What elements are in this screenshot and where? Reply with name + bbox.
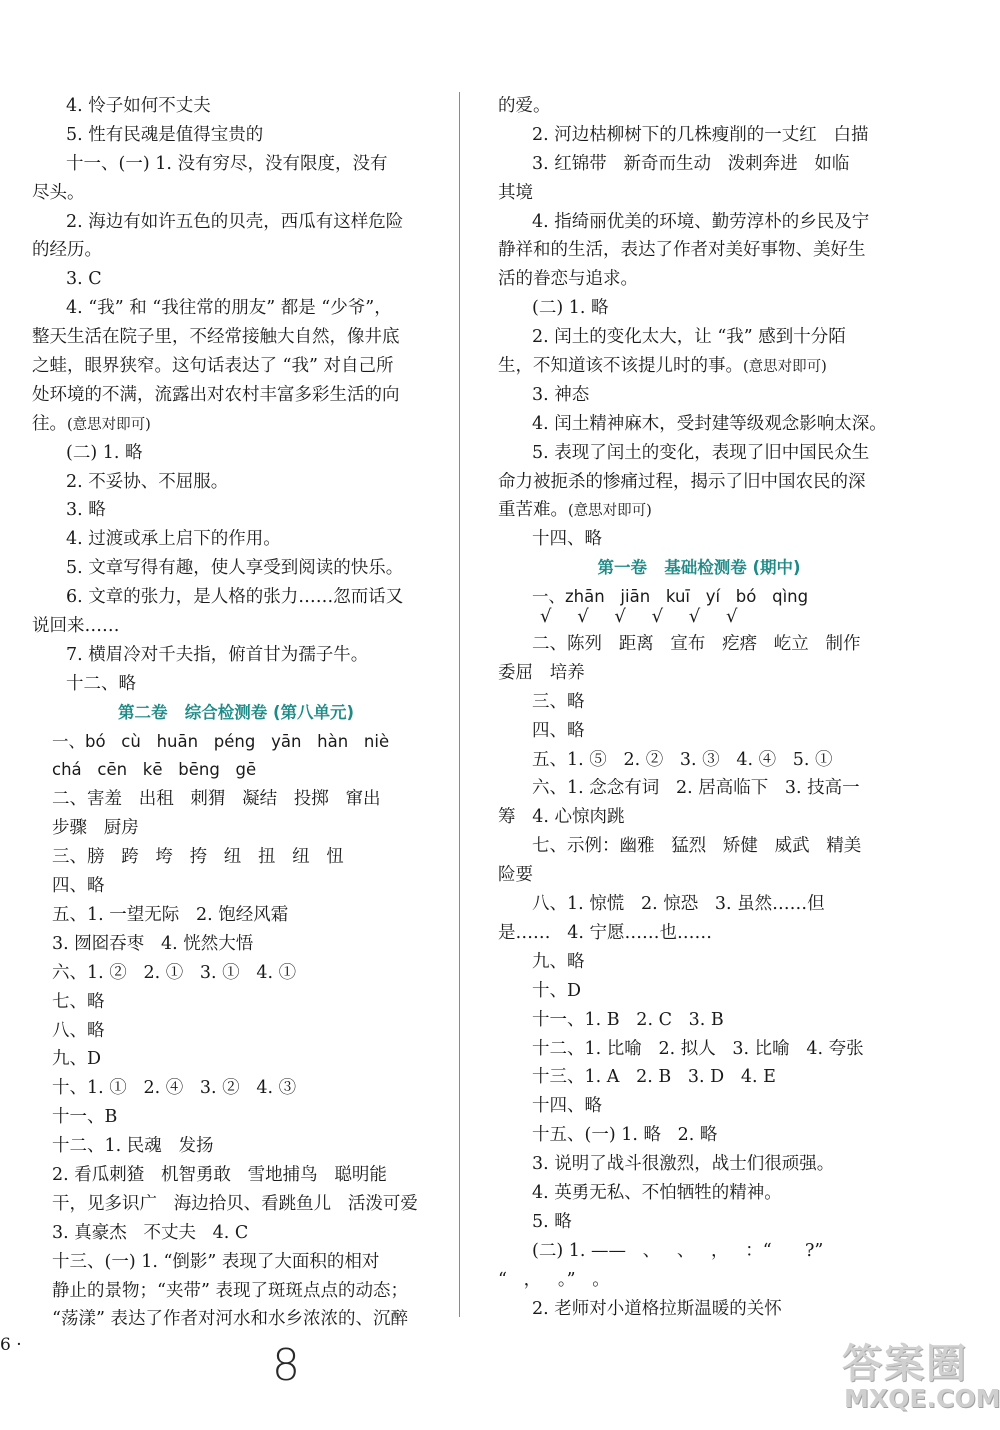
line-text: 3. 略 [66, 500, 106, 521]
line-text: 3. 红锦带 新奇而生动 泼刺奔进 如临 [532, 153, 850, 174]
line-text: 往。 [32, 413, 67, 434]
column-divider [459, 92, 460, 1317]
answer-line [32, 1248, 440, 1277]
page-number: 6 · [0, 1335, 22, 1355]
answer-line [498, 1266, 900, 1295]
line-text: 二、害羞 出租 刺猬 凝结 投掷 窜出 [52, 789, 381, 810]
line-text: 十二、1. 比喻 2. 拟人 3. 比喻 4. 夸张 [532, 1038, 864, 1059]
line-text: 十一、(一) 1. 没有穷尽，没有限度，没有 [66, 153, 388, 174]
answer-line [498, 381, 900, 410]
answer-line [498, 659, 900, 688]
line-text: 静祥和的生活，表达了作者对美好事物、美好生 [498, 240, 866, 261]
line-text: 4. 怜子如何不丈夫 [66, 96, 211, 116]
right-column [498, 92, 900, 1323]
answer-line [498, 236, 900, 265]
answer-line [498, 1092, 900, 1121]
line-text: 九、略 [532, 951, 585, 972]
line-text: 2. 河边枯柳树下的几株瘦削的一丈红 白描 [532, 124, 869, 145]
line-text: 5. 表现了闰土的变化，表现了旧中国民众生 [532, 442, 870, 463]
answer-line [32, 554, 440, 583]
line-text: 五、1. 一望无际 2. 饱经风霜 [52, 904, 289, 925]
section-heading [498, 554, 900, 583]
line-text: 其境 [498, 182, 533, 203]
answer-line [32, 1045, 440, 1074]
answer-line [498, 1063, 900, 1092]
answer-line [498, 525, 900, 554]
line-text: 5. 略 [532, 1211, 572, 1232]
line-text: (二) 1. 略 [66, 442, 143, 463]
line-text: 干，见多识广 海边拾贝、看跳鱼儿 活泼可爱 [52, 1193, 418, 1214]
line-text: (二) 1. —— 、 、 ， ：“ ?” [532, 1240, 824, 1261]
answer-line [32, 1132, 440, 1161]
line-text: 2. 老师对小道格拉斯温暖的关怀 [532, 1298, 782, 1319]
line-text: 3. C [66, 269, 102, 290]
answer-line [32, 930, 440, 959]
line-text: 活的眷恋与追求。 [498, 269, 638, 290]
answer-line [32, 901, 440, 930]
line-text: 五、1. ⑤ 2. ② 3. ③ 4. ④ 5. ① [532, 749, 833, 770]
answer-line [32, 352, 440, 381]
line-text: 处环境的不满，流露出对农村丰富多彩生活的向 [32, 384, 400, 405]
answer-line [32, 323, 440, 352]
answer-line [32, 1219, 440, 1248]
line-text: 一、bó cù huān péng yān hàn niè [52, 731, 390, 751]
answer-line [498, 179, 900, 208]
answer-line [498, 1208, 900, 1237]
answer-line [32, 468, 440, 497]
line-text: 3. 说明了战斗很激烈，战士们很顽强。 [532, 1154, 835, 1175]
line-text: 5. 性有民魂是值得宝贵的 [66, 124, 264, 145]
line-text: 十三、(一) 1. “倒影” 表现了大面积的相对 [52, 1251, 380, 1272]
line-text: 命力被扼杀的惨痛过程，揭示了旧中国农民的深 [498, 471, 866, 492]
line-text: 4. 英勇无私、不怕牺牲的精神。 [532, 1182, 782, 1203]
answer-line [498, 832, 900, 861]
line-text: 3. 真豪杰 不丈夫 4. C [52, 1222, 249, 1243]
answer-line [32, 756, 440, 785]
handwritten-mark: 8 [272, 1340, 300, 1391]
answer-line [498, 265, 900, 294]
answer-line [498, 746, 900, 775]
line-text: 3. 囫囵吞枣 4. 恍然大悟 [52, 933, 254, 954]
answer-line [498, 468, 900, 497]
answer-line [498, 439, 900, 468]
answer-line [498, 890, 900, 919]
answer-line [32, 670, 440, 699]
answer-line [498, 496, 900, 525]
answer-line [32, 641, 440, 670]
answer-line [32, 1277, 440, 1306]
answer-line [32, 785, 440, 814]
answer-line [498, 803, 900, 832]
answer-line [32, 1074, 440, 1103]
line-text: 4. 过渡或承上启下的作用。 [66, 529, 281, 550]
answer-line [498, 919, 900, 948]
line-text: 的经历。 [32, 240, 102, 261]
answer-line [498, 1237, 900, 1266]
line-text: 整天生活在院子里，不经常接触大自然，像井底 [32, 327, 400, 348]
answer-line [498, 861, 900, 890]
line-text: 4. 指绮丽优美的环境、勤劳淳朴的乡民及宁 [532, 211, 870, 232]
note-text: (意思对即可) [568, 503, 652, 520]
answer-line [498, 323, 900, 352]
answer-line [32, 496, 440, 525]
line-text: 3. 神态 [532, 384, 590, 405]
note-text: (意思对即可) [67, 416, 151, 433]
note-text: (意思对即可) [743, 359, 827, 376]
answer-line [32, 150, 440, 179]
line-text: 十一、1. B 2. C 3. B [532, 1009, 724, 1030]
line-text: 尽头。 [32, 182, 85, 203]
line-text: 筹 4. 心惊肉跳 [498, 807, 625, 828]
line-text: 步骤 厨房 [52, 818, 139, 839]
answer-line [32, 1190, 440, 1219]
line-text: 第一卷 基础检测卷 (期中) [597, 558, 801, 578]
answer-line [32, 988, 440, 1017]
line-text: “荡漾” 表达了作者对河水和水乡浓浓的、沉醉 [52, 1309, 408, 1330]
answer-line [498, 410, 900, 439]
answer-line [32, 92, 440, 121]
answer-line [32, 236, 440, 265]
answer-line [498, 948, 900, 977]
answer-line [498, 1035, 900, 1064]
answer-line [32, 265, 440, 294]
line-text: 八、1. 惊慌 2. 惊恐 3. 虽然……但 [532, 894, 825, 915]
line-text: 险要 [498, 865, 533, 886]
answer-line [32, 814, 440, 843]
answer-line [498, 774, 900, 803]
answer-line [32, 179, 440, 208]
line-text: 2. 看瓜刺猹 机智勇敢 雪地捕鸟 聪明能 [52, 1164, 387, 1185]
line-text: 七、略 [52, 991, 105, 1012]
answer-line [498, 294, 900, 323]
answer-line [498, 1006, 900, 1035]
line-text: 5. 文章写得有趣，使人享受到阅读的快乐。 [66, 558, 404, 579]
line-text: 十、D [532, 980, 582, 1001]
answer-line [498, 630, 900, 659]
line-text: 三、略 [532, 691, 585, 712]
line-text: 4. “我” 和 “我往常的朋友” 都是 “少爷”， [66, 298, 392, 319]
answer-line [32, 1017, 440, 1046]
left-column [32, 92, 440, 1334]
answer-line [32, 525, 440, 554]
answer-line [498, 1179, 900, 1208]
section-heading [32, 699, 440, 728]
answer-line [32, 959, 440, 988]
answer-line [498, 92, 900, 121]
line-text: 十一、B [52, 1107, 118, 1128]
line-text: 一、zhān jiān kuī yí bó qìng [532, 587, 809, 607]
watermark-logo [842, 1332, 1000, 1422]
answer-line [32, 121, 440, 150]
answer-line [498, 977, 900, 1006]
line-text: 二、陈列 距离 宣布 疙瘩 屹立 制作 [532, 634, 861, 655]
line-text: 十二、略 [66, 673, 136, 694]
answer-line [32, 294, 440, 323]
answer-line [498, 1121, 900, 1150]
line-text: 委屈 培养 [498, 662, 585, 683]
line-text: chá cēn kē bēng gē [52, 760, 257, 780]
line-text: 四、略 [52, 876, 105, 897]
line-text: 的爱。 [498, 96, 551, 116]
line-text: 八、略 [52, 1020, 105, 1041]
line-text: 重苦难。 [498, 500, 568, 521]
line-text: 7. 横眉冷对千夫指，俯首甘为孺子牛。 [66, 644, 369, 665]
watermark-url: MXQE.COM [844, 1384, 1000, 1413]
answer-line [498, 121, 900, 150]
check-marks [498, 608, 900, 630]
line-text: 第二卷 综合检测卷 (第八单元) [117, 702, 355, 722]
line-text: 生，不知道该不该提儿时的事。 [498, 356, 743, 377]
line-text: 是…… 4. 宁愿……也…… [498, 922, 712, 943]
answer-line [32, 843, 440, 872]
answer-line [498, 1150, 900, 1179]
line-text: (二) 1. 略 [532, 298, 609, 319]
answer-line [32, 612, 440, 641]
line-text: 六、1. ② 2. ① 3. ① 4. ① [52, 962, 297, 983]
line-text: 十三、1. A 2. B 3. D 4. E [532, 1067, 776, 1088]
answer-line [32, 1305, 440, 1334]
answer-line [498, 352, 900, 381]
answer-line [498, 717, 900, 746]
answer-line [498, 208, 900, 237]
line-text: 三、膀 跨 垮 挎 纽 扭 纽 忸 [52, 847, 344, 868]
answer-line [498, 1295, 900, 1324]
answer-line [32, 583, 440, 612]
line-text: 九、D [52, 1049, 102, 1070]
line-text: 6. 文章的张力，是人格的张力……忽而话又 [66, 587, 404, 608]
answer-line [32, 1161, 440, 1190]
line-text: 十五、(一) 1. 略 2. 略 [532, 1125, 718, 1146]
line-text: 十四、略 [532, 529, 602, 550]
line-text: 静止的景物；“夹带” 表现了斑斑点点的动态； [52, 1280, 408, 1301]
answer-line [32, 439, 440, 468]
answer-line [498, 688, 900, 717]
line-text: 十二、1. 民魂 发扬 [52, 1136, 214, 1157]
line-text: √ √ √ √ √ √ [540, 606, 748, 628]
watermark-text: 答案圈 [842, 1341, 968, 1387]
line-text: 十、1. ① 2. ④ 3. ② 4. ③ [52, 1078, 297, 1099]
line-text: 2. 不妥协、不屈服。 [66, 471, 229, 492]
answer-line [498, 150, 900, 179]
line-text: 2. 海边有如许五色的贝壳，西瓜有这样危险 [66, 211, 404, 232]
line-text: 七、示例：幽雅 猛烈 矫健 威武 精美 [532, 836, 862, 857]
answer-line [32, 728, 440, 757]
line-text: 2. 闰土的变化太大，让 “我” 感到十分陌 [532, 327, 846, 348]
line-text: 六、1. 念念有词 2. 居高临下 3. 技高一 [532, 778, 860, 799]
line-text: 四、略 [532, 720, 585, 741]
answer-line [32, 410, 440, 439]
answer-line [32, 381, 440, 410]
line-text: 之蛙，眼界狭窄。这句话表达了 “我” 对自己所 [32, 356, 394, 377]
line-text: 十四、略 [532, 1096, 602, 1117]
answer-line [32, 1103, 440, 1132]
line-text: 说回来…… [32, 616, 120, 637]
line-text: 4. 闰土精神麻木，受封建等级观念影响太深。 [532, 413, 887, 434]
answer-line [32, 208, 440, 237]
answer-line [32, 872, 440, 901]
line-text: “ ， 。” 。 [498, 1269, 610, 1290]
